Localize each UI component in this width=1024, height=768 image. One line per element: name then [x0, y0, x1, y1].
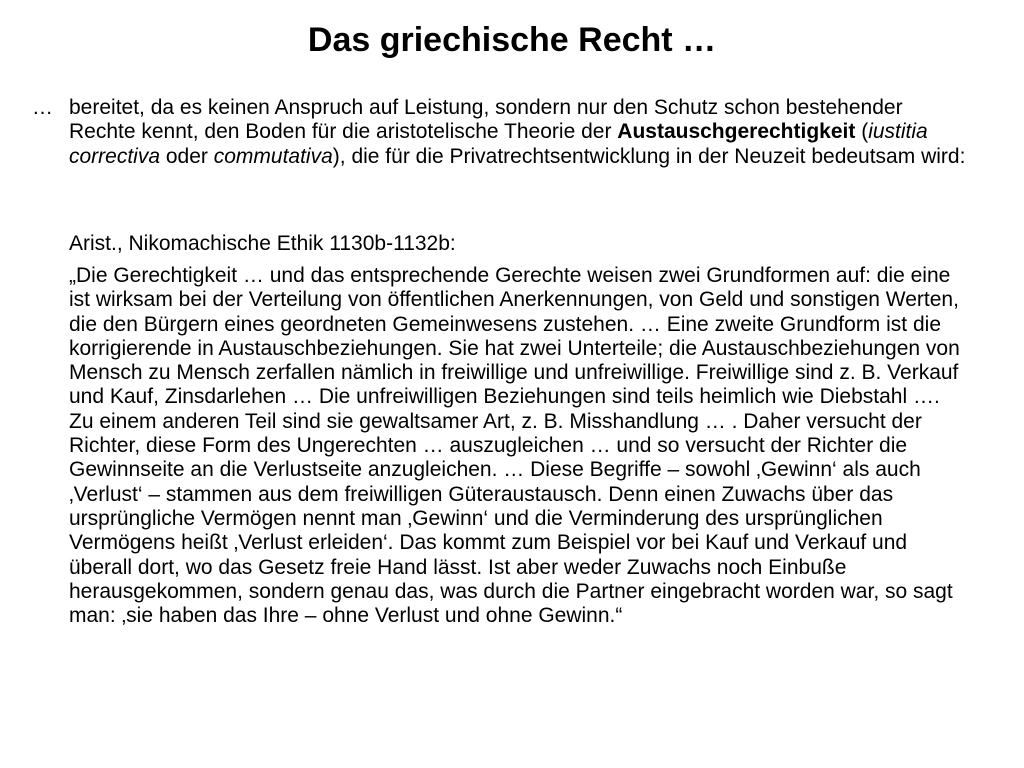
source-citation: Arist., Nikomachische Ethik 1130b-1132b:	[69, 232, 456, 255]
bullet-text-part: bereitet, da es keinen Anspruch auf Leistung, sondern nur den Schutz schon bestehender Rechte kennt, den Boden für die aristotelische Theorie der	[69, 96, 903, 144]
bullet-text-part: oder	[160, 144, 214, 168]
quote-text: „Die Gerechtigkeit … und das entsprechende Gerechte weisen zwei Grundformen auf: die eine ist wirksam bei der Verteilung von öffentlichen Anerkennungen, von Geld und sonstigen Werten, die den Bürgern eines geordneten Gemeinwesens zustehen. … Eine zweite Grundform ist die korrigierende in Austauschbeziehungen. Sie hat zwei Unterteile; die Austauschbeziehungen von Mensch zu Mensch zerfallen nämlich in freiwillige und unfreiwillige. Freiwillige sind z. B. Verkauf und Kauf, Zinsdarlehen … Die unfreiwilligen Beziehungen sind teils heimlich wie Diebstahl …. Zu einem anderen Teil sind sie gewaltsamer Art, z. B. Misshandlung … . Daher versucht der Richter, diese Form des Ungerechten … auszugleichen … und so versucht der Richter die Gewinnseite an die Verlustseite anzugleichen. … Diese Begriffe – sowohl ‚Gewinn‘ als auch ‚Verlust‘ – stammen aus dem freiwilligen Güteraustausch. Denn einen Zuwachs über das ursprüngliche Vermögen nennt man ‚Gewinn‘ und die Verminderung des ursprünglichen Vermögens heißt ‚Verlust erleiden‘. Das kommt zum Beispiel vor bei Kauf und Verkauf und überall dort, wo das Gesetz freie Hand lässt. Ist aber weder Zuwachs noch Einbuße herausgekommen, sondern genau das, was durch die Partner eingebracht worden war, so sagt man: ‚sie haben das Ihre – ohne Verlust und ohne Gewinn.“	[69, 264, 960, 628]
bullet-text-part: ), die für die Privatrechtsentwicklung in der Neuzeit bedeutsam wird:	[332, 144, 966, 168]
bullet-paragraph	[32, 96, 992, 169]
bullet-text	[69, 96, 969, 169]
bullet-marker: …	[32, 96, 53, 119]
bullet-text-part: (	[855, 120, 869, 144]
slide-title: Das griechische Recht …	[307, 21, 717, 59]
term-commutativa: commutativa	[213, 144, 333, 168]
term-iustitia-correctiva: iustitia correctiva	[69, 120, 928, 168]
term-austauschgerechtigkeit: Austauschgerechtigkeit	[617, 120, 856, 144]
